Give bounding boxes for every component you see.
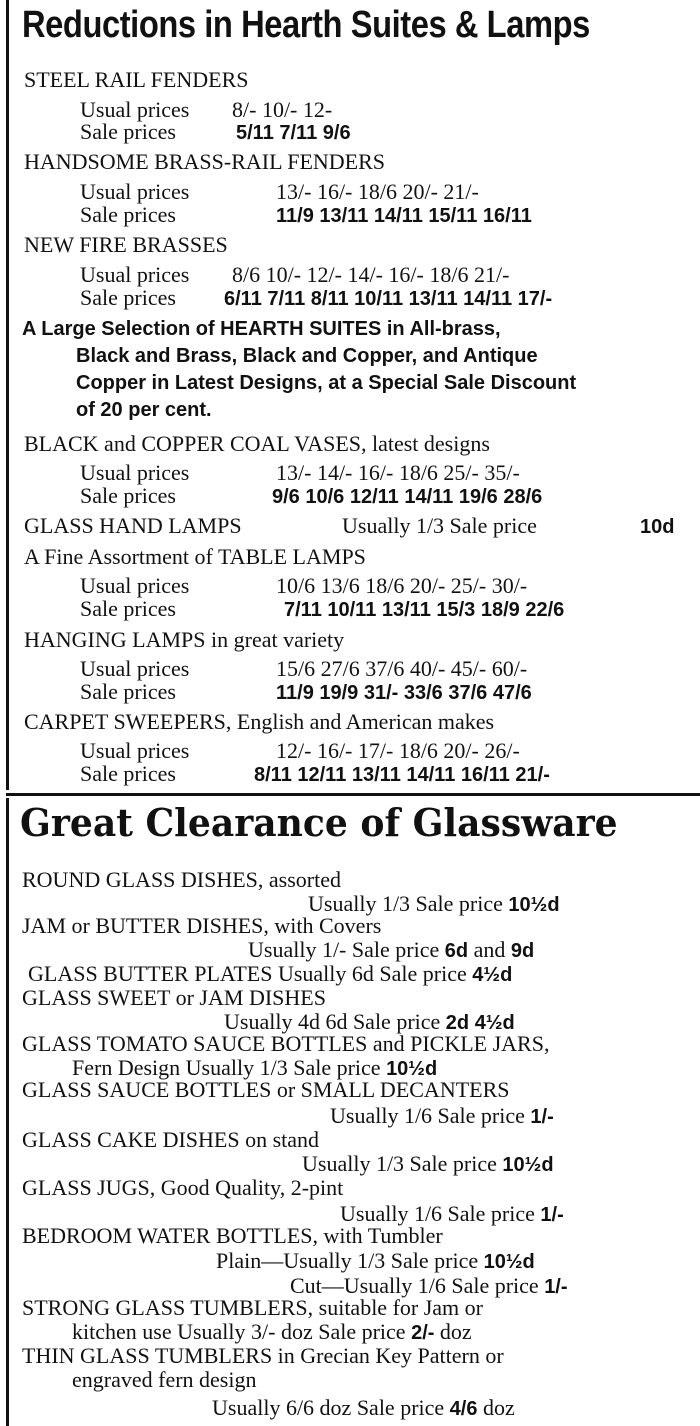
- sale-prices: 6/11 7/11 8/11 10/11 13/11 14/11 17/-: [224, 288, 553, 310]
- glassware-section: [0, 798, 700, 1426]
- usual-prices: 8/6 10/- 12/- 14/- 16/- 18/6 21/-: [232, 262, 510, 287]
- hearth-suites-notice: [22, 316, 700, 424]
- sale-label: Sale prices: [80, 202, 176, 227]
- item-heading: BEDROOM WATER BOTTLES, with Tumbler: [22, 1223, 443, 1248]
- price-line: Plain—Usually 1/3 Sale price 10½d: [216, 1248, 535, 1273]
- item-heading: THIN GLASS TUMBLERS in Grecian Key Pattern or: [22, 1343, 504, 1368]
- sale-prices: 9/6 10/6 12/11 14/11 19/6 28/6: [272, 486, 543, 508]
- usual-label: Usual prices: [80, 573, 190, 598]
- sale-label: Sale prices: [80, 483, 176, 508]
- usual-label: Usual prices: [80, 97, 190, 122]
- item-heading: JAM or BUTTER DISHES, with Covers: [22, 913, 382, 938]
- sale-prices: 11/9 19/9 31/- 33/6 37/6 47/6: [276, 682, 532, 704]
- item-heading: BLACK and COPPER COAL VASES, latest designs: [24, 431, 490, 456]
- price-line: Cut—Usually 1/6 Sale price 1/-: [290, 1273, 568, 1298]
- sale-prices: 5/11 7/11 9/6: [236, 122, 351, 144]
- usual-prices: 8/- 10/- 12-: [232, 97, 333, 122]
- usual-prices: Usually 1/3 Sale price: [342, 513, 537, 538]
- price-line: Fern Design Usually 1/3 Sale price 10½d: [72, 1055, 438, 1080]
- price-line: kitchen use Usually 3/- doz Sale price 2/- doz: [72, 1319, 472, 1344]
- item-heading: HANGING LAMPS in great variety: [24, 627, 345, 652]
- notice-line: Black and Brass, Black and Copper, and Antique: [76, 345, 538, 367]
- item-heading: NEW FIRE BRASSES: [24, 232, 228, 257]
- item-heading: STRONG GLASS TUMBLERS, suitable for Jam or: [22, 1295, 483, 1320]
- item-heading: CARPET SWEEPERS, English and American makes: [24, 709, 495, 734]
- usual-prices: 13/- 16/- 18/6 20/- 21/-: [276, 179, 479, 204]
- usual-prices: 12/- 16/- 17/- 18/6 20/- 26/-: [276, 738, 520, 763]
- item-subheading: engraved fern design: [72, 1367, 257, 1392]
- left-rule: [6, 0, 9, 790]
- item-heading: GLASS JUGS, Good Quality, 2-pint: [22, 1175, 344, 1200]
- item-heading: HANDSOME BRASS-RAIL FENDERS: [24, 149, 386, 174]
- usual-label: Usual prices: [80, 179, 190, 204]
- sale-label: Sale prices: [80, 761, 176, 786]
- sale-label: Sale prices: [80, 596, 176, 621]
- usual-label: Usual prices: [80, 656, 190, 681]
- notice-line: Copper in Latest Designs, at a Special Sale Discount: [76, 372, 577, 394]
- usual-prices: 13/- 14/- 16/- 18/6 25/- 35/-: [276, 460, 520, 485]
- item-heading: GLASS SAUCE BOTTLES or SMALL DECANTERS: [22, 1077, 510, 1102]
- item-heading: A Fine Assortment of TABLE LAMPS: [24, 544, 366, 569]
- sale-label: Sale prices: [80, 119, 176, 144]
- price-line: Usually 4d 6d Sale price 2d 4½d: [224, 1009, 515, 1034]
- item-heading: ROUND GLASS DISHES, assorted: [22, 867, 342, 892]
- left-rule: [6, 798, 9, 1426]
- price-line: Usually 6/6 doz Sale price 4/6 doz: [212, 1395, 515, 1420]
- usual-label: Usual prices: [80, 262, 190, 287]
- notice-line: A Large Selection of HEARTH SUITES in All-brass,: [22, 318, 501, 340]
- item-heading: STEEL RAIL FENDERS: [24, 67, 249, 92]
- sale-prices: 7/11 10/11 13/11 15/3 18/9 22/6: [284, 599, 565, 621]
- usual-label: Usual prices: [80, 738, 190, 763]
- usual-prices: 15/6 27/6 37/6 40/- 45/- 60/-: [276, 656, 528, 681]
- item-heading: GLASS HAND LAMPS: [24, 513, 242, 538]
- sale-prices: 8/11 12/11 13/11 14/11 16/11 21/-: [254, 764, 550, 786]
- sale-label: Sale prices: [80, 679, 176, 704]
- section-title: Reductions in Hearth Suites & Lamps: [22, 4, 590, 46]
- price-line: Usually 1/3 Sale price 10½d: [302, 1151, 554, 1176]
- price-line: GLASS BUTTER PLATES Usually 6d Sale price 4½d: [28, 961, 513, 986]
- item-heading: GLASS SWEET or JAM DISHES: [22, 985, 326, 1010]
- notice-line: of 20 per cent.: [76, 399, 212, 421]
- item-heading: GLASS CAKE DISHES on stand: [22, 1127, 320, 1152]
- sale-label: Sale prices: [80, 285, 176, 310]
- section-divider: [6, 793, 700, 796]
- section-title: Great Clearance of Glassware: [20, 800, 618, 845]
- sale-prices: 10d: [640, 516, 675, 538]
- price-line: Usually 1/6 Sale price 1/-: [340, 1201, 564, 1226]
- usual-label: Usual prices: [80, 460, 190, 485]
- price-line: Usually 1/3 Sale price 10½d: [308, 891, 560, 916]
- item-heading: GLASS TOMATO SAUCE BOTTLES and PICKLE JARS,: [22, 1031, 550, 1056]
- price-line: Usually 1/- Sale price 6d and 9d: [248, 937, 535, 962]
- usual-prices: 10/6 13/6 18/6 20/- 25/- 30/-: [276, 573, 528, 598]
- price-line: Usually 1/6 Sale price 1/-: [330, 1103, 554, 1128]
- sale-prices: 11/9 13/11 14/11 15/11 16/11: [276, 205, 532, 227]
